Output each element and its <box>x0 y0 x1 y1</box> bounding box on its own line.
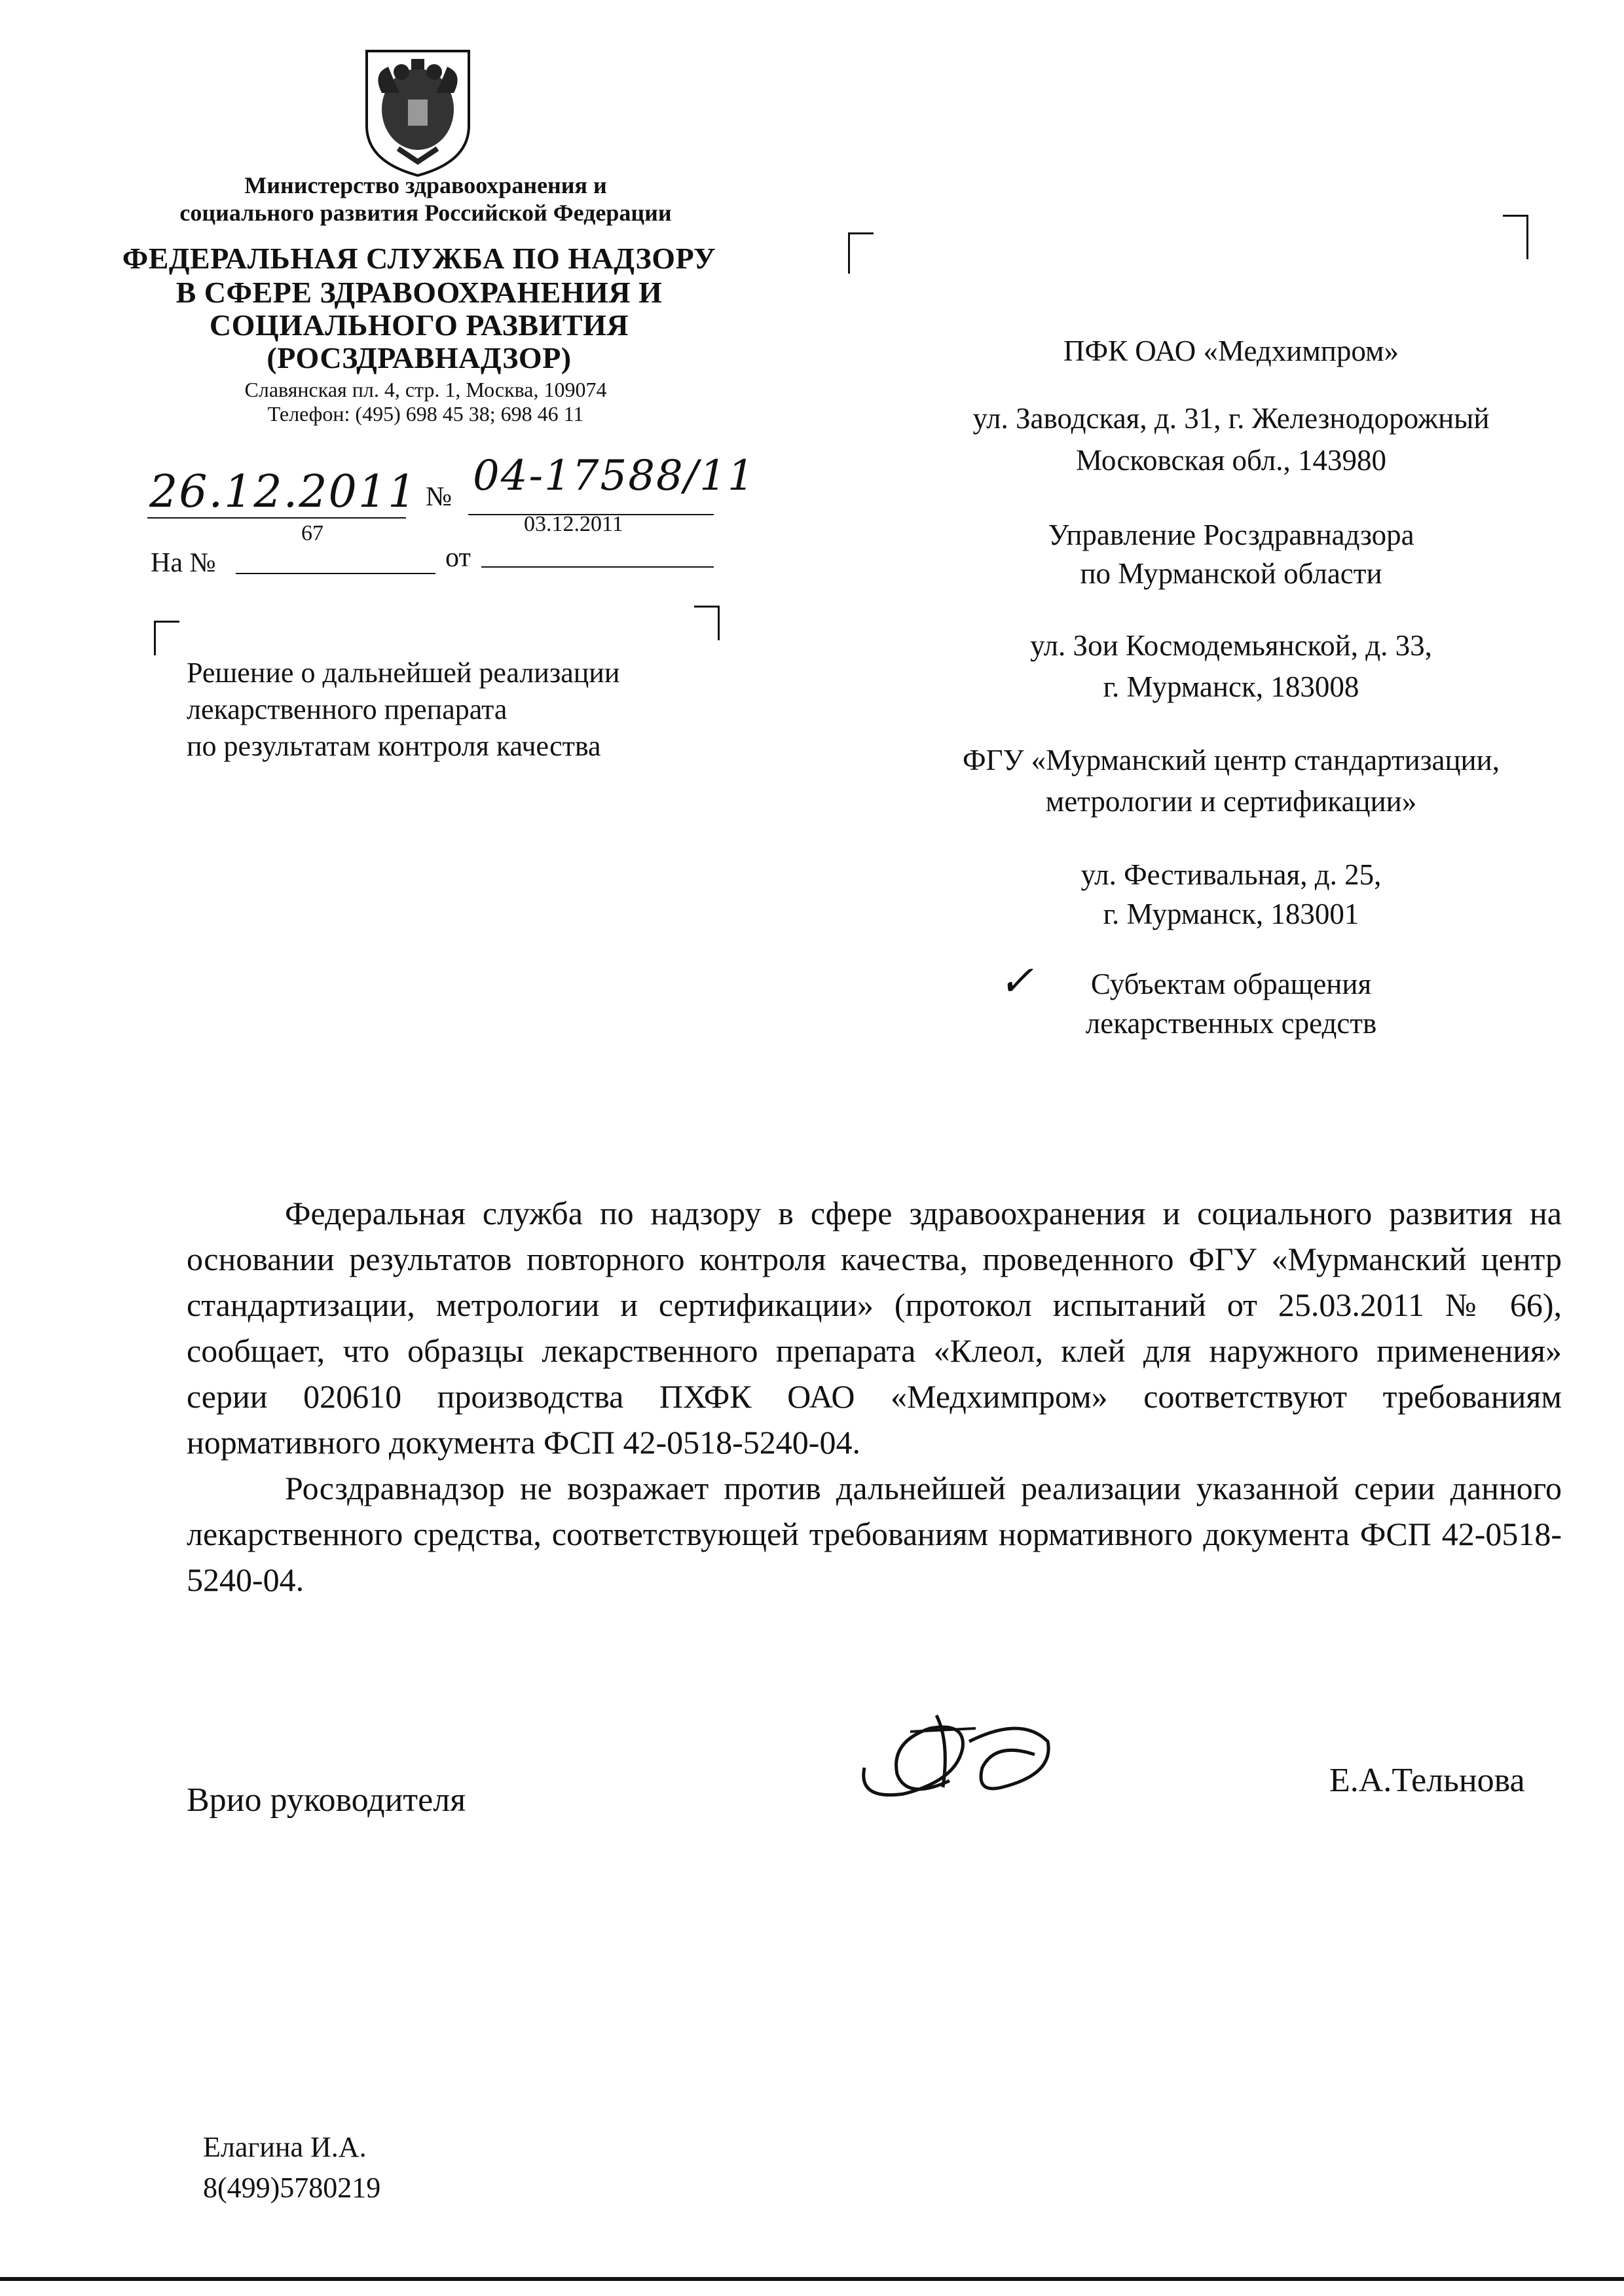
signatory-title: Врио руководителя <box>187 1781 466 1819</box>
agency-line-4: (РОСЗДРАВНАДЗОР) <box>267 341 572 374</box>
number-label: № <box>426 482 452 512</box>
subject-line-1: Решение о дальнейшей реализации <box>187 657 620 689</box>
recipient-3-name: ФГУ «Мурманский центр стандартизации, <box>963 744 1500 776</box>
subject-line-3: по результатам контроля качества <box>187 730 601 762</box>
ref-from-line <box>481 566 714 568</box>
ministry-line-1: Министерство здравоохранения и <box>244 172 607 198</box>
recipient-2-addr1: ул. Зои Космодемьянской, д. 33, <box>1030 629 1432 662</box>
agency-line-2: В СФЕРЕ ЗДРАВООХРАНЕНИЯ И <box>175 276 663 309</box>
recipient-4-name2: лекарственных средств <box>1085 1007 1377 1040</box>
letter-subject <box>187 655 776 765</box>
executor-name: Елагина И.А. <box>203 2131 367 2163</box>
agency-phone: Телефон: (495) 698 45 38; 698 46 11 <box>267 402 584 426</box>
agency-line-3: СОЦИАЛЬНОГО РАЗВИТИЯ <box>209 308 629 342</box>
recipient-2-addr2: г. Мурманск, 183008 <box>1103 670 1359 703</box>
bottom-rule <box>0 2277 1624 2281</box>
recipient-3-name2: метрологии и сертификации» <box>1045 785 1417 818</box>
coat-of-arms-emblem <box>359 47 477 178</box>
address-bracket-left <box>848 232 874 274</box>
subject-line-2: лекарственного препарата <box>187 693 507 725</box>
recipient-4-name: Субъектам обращения <box>1090 968 1372 1000</box>
ref-number-label: На № <box>151 548 216 578</box>
ref-from-label: от <box>445 543 471 573</box>
handwritten-checkmark: ✓ <box>999 958 1034 1004</box>
recipient-1-addr2: Московская обл., 143980 <box>1075 444 1387 477</box>
date-underline <box>147 517 406 519</box>
ministry-line-2: социального развития Российской Федерации <box>179 200 672 226</box>
body-paragraph-2: Росздравнадзор не возражает против дальнейшей реализации указанной серии данного лекарственного средства, соответствующей требованиям нормативного документа ФСП 42-0518-5240-04. <box>187 1470 1562 1598</box>
signer-name: Е.А.Тельнова <box>1329 1762 1525 1799</box>
recipient-2-name2: по Мурманской области <box>1080 557 1382 590</box>
recipient-1-addr1: ул. Заводская, д. 31, г. Железнодорожный <box>972 402 1490 435</box>
stamp-date: 03.12.2011 <box>524 512 623 536</box>
address-bracket-right <box>1503 215 1528 259</box>
letter-body <box>187 1190 1562 1603</box>
handwritten-date: 26.12.2011 <box>149 466 418 518</box>
subject-bracket-right <box>694 606 720 640</box>
body-paragraph-1: Федеральная служба по надзору в сфере здравоохранения и социального развития на основании результатов повторного контроля качества, проведенного ФГУ «Мурманский центр стандартизации, метрологии и сертификации» (протокол испытаний от 25.03.2011 № 66), сообщает, что образцы лекарственного препарата «Клеол, клей для наружного применения» серии 020610 производства ПХФК ОАО «Медхимпром» соответствуют требованиям нормативного документа ФСП 42-0518-5240-04. <box>187 1195 1562 1461</box>
executor-phone: 8(499)5780219 <box>203 2172 381 2204</box>
handwritten-signature <box>851 1702 1067 1807</box>
recipient-3-addr1: ул. Фестивальная, д. 25, <box>1080 858 1382 891</box>
agency-address: Славянская пл. 4, стр. 1, Москва, 109074 <box>244 378 607 401</box>
subject-bracket-left <box>154 621 179 655</box>
recipient-1-name: ПФК ОАО «Медхимпром» <box>1063 335 1399 367</box>
stamp-number: 67 <box>301 521 323 545</box>
recipient-2-name: Управление Росздравнадзора <box>1048 519 1414 551</box>
handwritten-number: 04-17588/11 <box>473 452 756 500</box>
agency-line-1: ФЕДЕРАЛЬНАЯ СЛУЖБА ПО НАДЗОРУ <box>122 242 716 275</box>
recipient-3-addr2: г. Мурманск, 183001 <box>1103 898 1359 930</box>
ref-number-line <box>236 573 435 574</box>
